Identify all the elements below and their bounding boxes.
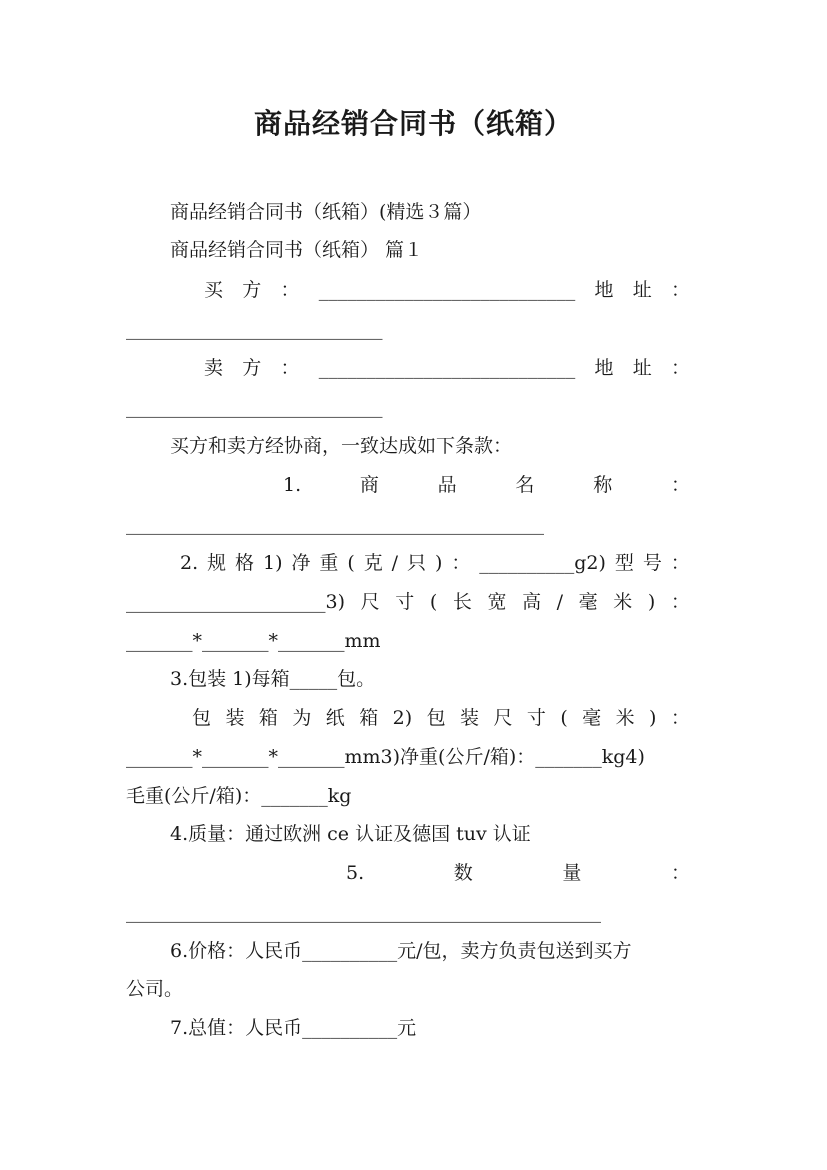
item6-line2: 公司。 <box>126 978 184 1000</box>
item2-part: 长 <box>452 591 472 613</box>
buyer-label-1: 买 <box>204 279 224 301</box>
item5-number: 5. <box>346 862 365 884</box>
item3-part: 包 <box>426 707 446 729</box>
item3-part: 尺 <box>493 707 513 729</box>
item1-char-3: 名 <box>515 474 535 496</box>
item3-part: 纸 <box>325 707 345 729</box>
item3-part: 箱 <box>258 707 278 729</box>
item2-part: 2. <box>180 552 199 574</box>
buyer-address-blank: ___________________________ <box>126 318 383 340</box>
item2-part: 号 <box>642 552 662 574</box>
item2-part: 重 <box>319 552 339 574</box>
agreement-intro: 买方和卖方经协商，一致达成如下条款： <box>170 435 513 457</box>
buyer-label-2: 方 <box>242 279 262 301</box>
item3-line3: _______*_______*_______mm3)净重(公斤/箱)：_______kg4) <box>126 746 645 768</box>
item2-line2 <box>126 589 690 615</box>
buyer-line <box>204 277 690 303</box>
item3-part: 米 <box>615 707 635 729</box>
seller-address-label-2: 址 <box>632 357 652 379</box>
item2-part: 型 <box>614 552 634 574</box>
seller-label-2: 方 <box>242 357 262 379</box>
item1-blank: ____________________________________________ <box>126 513 544 535</box>
item5-line <box>346 860 690 886</box>
item3-part: ) <box>649 707 657 729</box>
item3-part: 寸 <box>526 707 546 729</box>
item2-part: ： <box>670 591 690 613</box>
item2-part: ) <box>647 591 656 613</box>
item1-char-4: 称 <box>593 474 613 496</box>
item2-part: 只 <box>407 552 427 574</box>
item2-part: / <box>391 552 399 574</box>
item2-part: 寸 <box>395 591 415 613</box>
item3-part: 为 <box>292 707 312 729</box>
item6-line1: 6.价格：人民币__________元/包，卖方负责包送到买方 <box>170 940 632 962</box>
buyer-address-label-2: 址 <box>632 279 652 301</box>
item3-part: ： <box>670 707 690 729</box>
seller-label-1: 卖 <box>204 357 224 379</box>
item2-part: 1) <box>262 552 283 574</box>
item3-part: 包 <box>192 707 212 729</box>
item3-line2 <box>192 705 690 731</box>
item2-part: __________g2) <box>479 552 606 574</box>
item2-part: 宽 <box>487 591 507 613</box>
item3-part: 装 <box>460 707 480 729</box>
buyer-name-blank: ___________________________ <box>318 279 576 301</box>
item5-blank: __________________________________________________ <box>126 901 601 923</box>
section-heading: 商品经销合同书（纸箱） 篇１ <box>170 239 424 261</box>
seller-address-blank: ___________________________ <box>126 396 383 418</box>
item2-part: / <box>556 591 564 613</box>
item2-part: 米 <box>613 591 633 613</box>
item1-char-1: 商 <box>359 474 379 496</box>
item2-part: 规 <box>207 552 227 574</box>
item2-part: ： <box>670 552 690 574</box>
item2-part: 净 <box>291 552 311 574</box>
item2-part: 尺 <box>360 591 380 613</box>
item3-part: 2) <box>392 707 413 729</box>
item1-char-2: 品 <box>437 474 457 496</box>
buyer-address-colon: ： <box>670 279 690 301</box>
item2-part: 高 <box>522 591 542 613</box>
seller-colon: ： <box>280 357 300 379</box>
item3-part: ( <box>560 707 568 729</box>
item4-quality: 4.质量：通过欧洲 ce 认证及德国 tuv 认证 <box>170 823 531 845</box>
item2-part: ： <box>451 552 471 574</box>
item3-part: 毫 <box>582 707 602 729</box>
item5-colon: ： <box>670 862 690 884</box>
item2-line3: _______*_______*_______mm <box>126 630 381 652</box>
item2-part: ) <box>434 552 443 574</box>
item2-part: 格 <box>235 552 255 574</box>
item5-char-1: 数 <box>453 862 473 884</box>
seller-name-blank: ___________________________ <box>318 357 576 379</box>
buyer-colon: ： <box>280 279 300 301</box>
item2-part: ( <box>347 552 355 574</box>
item3-line1: 3.包装 1)每箱_____包。 <box>170 668 376 690</box>
item3-part: 装 <box>225 707 245 729</box>
item2-part: 克 <box>363 552 383 574</box>
item1-number: 1. <box>283 474 302 496</box>
item2-part: 毫 <box>578 591 598 613</box>
item3-part: 箱 <box>359 707 379 729</box>
item7-total: 7.总值：人民币__________元 <box>170 1017 417 1039</box>
item2-part: _____________________3) <box>126 591 346 613</box>
buyer-address-label-1: 地 <box>594 279 614 301</box>
item1-colon: ： <box>670 474 690 496</box>
seller-line <box>204 355 690 381</box>
item2-line1 <box>180 550 690 576</box>
item3-line4: 毛重(公斤/箱)：_______kg <box>126 785 352 807</box>
item1-line <box>283 472 690 498</box>
item5-char-2: 量 <box>562 862 582 884</box>
subtitle: 商品经销合同书（纸箱）(精选３篇） <box>170 201 482 223</box>
item2-part: ( <box>429 591 438 613</box>
seller-address-colon: ： <box>670 357 690 379</box>
document-title: 商品经销合同书（纸箱） <box>253 107 573 140</box>
seller-address-label-1: 地 <box>594 357 614 379</box>
